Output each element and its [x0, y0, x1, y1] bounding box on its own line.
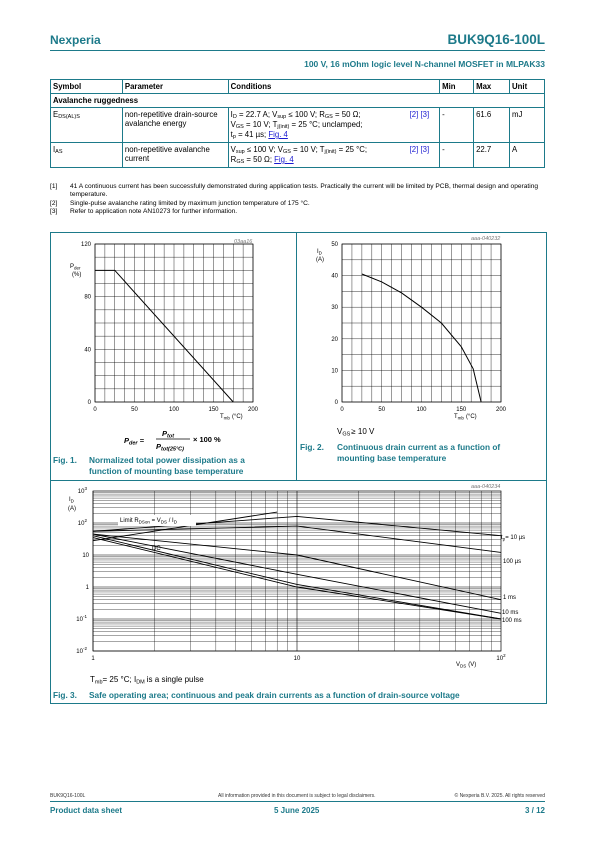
- fig3-ytick-label: $10^{-2}$: [76, 646, 87, 655]
- fig1-xtick-label: 0: [93, 407, 97, 413]
- fig2-ylabel: $I_D$: [317, 249, 322, 256]
- fig2-caption: Continuous drain current as a function of mounting base temperature: [337, 442, 501, 463]
- fig1-formula-pct: × 100 %: [193, 435, 221, 444]
- fig1-grid: [95, 244, 253, 402]
- fig3-ytick-label: $10^3$: [77, 486, 87, 495]
- fig3-ytick-label: $10^2$: [77, 518, 87, 527]
- min-cell: -: [440, 143, 474, 168]
- col-max: Max: [474, 80, 510, 94]
- fig2-caption-num: Fig. 2.: [300, 442, 324, 452]
- header-rule: [50, 50, 545, 51]
- footer-disclaimer: All information provided in this document is subject to legal disclaimers.: [218, 793, 376, 799]
- table-row: [51, 143, 545, 168]
- fig1-ytick-label: 0: [87, 400, 91, 406]
- fig1-xtick-label: 50: [131, 407, 138, 413]
- table-notes: [50, 183, 550, 216]
- symbol-cell: [51, 108, 123, 143]
- group-title: Avalanche ruggedness: [51, 94, 545, 108]
- fig3-xtick-label: 1: [91, 656, 95, 662]
- label-100us: 100 µs: [503, 559, 522, 565]
- fig2-xtick-label: 0: [340, 407, 344, 413]
- fig1-xtick-label: 100: [168, 407, 180, 413]
- fig2-ytick-label: 50: [331, 242, 338, 248]
- min-cell: -: [440, 108, 474, 143]
- document-subtitle: 100 V, 16 mOhm logic level N-channel MOSFET in MLPAK33: [304, 59, 545, 69]
- fig2-xtick-label: 150: [456, 407, 467, 413]
- fig1-ytick-label: 120: [80, 242, 91, 248]
- fig1-formula: [124, 429, 190, 453]
- fig2-ytick-label: 40: [331, 273, 338, 280]
- note-text: 41 A continuous current has been successfully demonstrated during application tests. Practically the current will be limited by PCB, thermal design and operating temperature.: [70, 183, 539, 199]
- fig3-ytick-label: $10^{-1}$: [76, 614, 87, 623]
- footer-rule: [50, 801, 545, 802]
- col-unit: Unit: [510, 80, 545, 94]
- fig2-chart: [297, 232, 545, 479]
- fig2-ytick-label: 0: [334, 400, 338, 406]
- conditions-cell: ID = 22.7 A; Vsup ≤ 100 V; RGS = 50 Ω; VGS = 10 V; Tj(init) = 25 °C; unclamped; tp = 41 µs; Fig. 4 [2] [3]: [228, 108, 439, 143]
- fig1-chart: [50, 232, 296, 479]
- label-10ms: 10 ms: [502, 610, 519, 616]
- symbol-sub: DS(AL)S: [58, 114, 80, 120]
- note-number: [3]: [50, 207, 58, 215]
- fig1-caption-num: Fig. 1.: [53, 455, 77, 465]
- fig3-code: aaa-040234: [471, 484, 501, 490]
- col-symbol: Symbol: [51, 80, 123, 94]
- table-group-row: [51, 94, 545, 108]
- spec-table: [50, 79, 545, 168]
- symbol-sub: AS: [55, 149, 63, 155]
- fig1-ylabel: $P_{der}$: [70, 264, 81, 271]
- fig1-ticks: [81, 242, 259, 413]
- max-cell: 61.6: [474, 108, 510, 143]
- unit-cell: mJ: [510, 108, 545, 143]
- fig2-yunit: (A): [316, 257, 324, 263]
- fig2-ticks: [331, 242, 506, 413]
- fig3-caption-num: Fig. 3.: [53, 690, 77, 700]
- note-refs[interactable]: [2] [3]: [409, 145, 430, 154]
- symbol-cell: [51, 143, 123, 168]
- fig4-link[interactable]: Fig. 4: [274, 155, 294, 164]
- note-refs[interactable]: [2] [3]: [409, 110, 430, 119]
- brand-name: Nexperia: [50, 33, 101, 47]
- svg-text:Ptot: $P_{tot}$: [162, 429, 175, 440]
- symbol: E: [53, 110, 59, 119]
- footer-copyright: © Nexperia B.V. 2025. All rights reserved: [454, 793, 545, 799]
- fig1-ytick-label: 80: [84, 294, 91, 301]
- col-min: Min: [440, 80, 474, 94]
- table-header-row: [51, 80, 545, 94]
- fig3-xlabel: $V_{DS}$ (V): [456, 662, 477, 669]
- fig3-ylabel: $I_D$: [69, 497, 74, 504]
- fig3-ytick-label: 1: [85, 585, 89, 591]
- svg-text:Ptot(25°C): $P_{tot(25^\circ C)}$: [156, 442, 184, 453]
- fig1-ytick-label: 40: [84, 347, 91, 354]
- note-number: [1]: [50, 183, 58, 190]
- fig4-link[interactable]: Fig. 4: [268, 130, 288, 139]
- label-1ms: 1 ms: [503, 595, 517, 601]
- fig3-xtick-label: $10^2$: [496, 653, 506, 662]
- fig2-ytick-label: 30: [331, 305, 338, 312]
- max-cell: 22.7: [474, 143, 510, 168]
- footer-date: 5 June 2025: [274, 806, 320, 815]
- note: [50, 208, 550, 216]
- footer-page: 3 / 12: [524, 806, 545, 815]
- dc-label: DC: [152, 546, 161, 552]
- fig3-ytick-label: 10: [82, 553, 89, 559]
- fig2-grid: [342, 244, 501, 402]
- fig3-caption: Safe operating area; continuous and peak drain currents as a function of drain-source voltage: [89, 690, 460, 700]
- tp-label: $t_p= 10$ µs: [501, 535, 526, 542]
- note: [50, 200, 550, 208]
- fig3-xtick-label: 10: [293, 656, 301, 662]
- unit-cell: A: [510, 143, 545, 168]
- table-row: [51, 108, 545, 143]
- note-text: Refer to application note AN10273 for further information.: [70, 207, 238, 215]
- footer-doc-type: Product data sheet: [50, 806, 123, 815]
- note-text: Single-pulse avalanche rating limited by maximum junction temperature of 175 °C.: [70, 199, 310, 207]
- fig1-code: 03aa16: [234, 239, 253, 245]
- fig2-condition: VGS≥ 10 V: [337, 427, 375, 438]
- fig3-chart: [50, 480, 545, 702]
- svg-text:Pder =: $P_{der}$ =: [124, 436, 145, 447]
- fig3-yunit: (A): [68, 506, 76, 512]
- fig2-ytick-label: 20: [331, 336, 338, 343]
- fig1-xtick-label: 150: [208, 407, 219, 413]
- fig1-xlabel: $T_{mb}$ (°C): [220, 414, 243, 421]
- symbol: I: [53, 145, 56, 154]
- fig2-xlabel: $T_{mb}$ (°C): [454, 414, 477, 421]
- fig2-code: aaa-040232: [471, 236, 501, 242]
- conditions-cell: Vsup ≤ 100 V; VGS = 10 V; Tj(init) = 25 °C; RGS = 50 Ω; Fig. 4 [2] [3]: [228, 143, 439, 168]
- fig2-xtick-label: 50: [378, 407, 386, 413]
- part-number: BUK9Q16-100L: [447, 32, 545, 47]
- col-conditions: Conditions: [228, 80, 439, 94]
- parameter-cell: non-repetitive drain-source avalanche energy: [122, 108, 228, 143]
- col-parameter: Parameter: [122, 80, 228, 94]
- fig3-condition: Tmb= 25 °C; IDM is a single pulse: [90, 675, 204, 686]
- fig1-xtick-label: 200: [247, 407, 259, 413]
- limit-rdson-label: Limit $R_{DSon} = V_{DS} / I_D$: [120, 518, 177, 525]
- note-number: [2]: [50, 199, 58, 207]
- fig2-xtick-label: 200: [495, 407, 507, 413]
- fig1-caption: Normalized total power dissipation as a function of mounting base temperature: [89, 455, 245, 476]
- fig2-ytick-label: 10: [331, 368, 338, 375]
- footer-doc: BUK9Q16-100L: [50, 793, 86, 799]
- parameter-cell: non-repetitive avalanche current: [122, 143, 228, 168]
- fig1-yunit: (%): [72, 272, 82, 278]
- fig2-xtick-label: 100: [416, 407, 427, 413]
- label-100ms: 100 ms: [502, 618, 522, 624]
- note: [50, 183, 550, 200]
